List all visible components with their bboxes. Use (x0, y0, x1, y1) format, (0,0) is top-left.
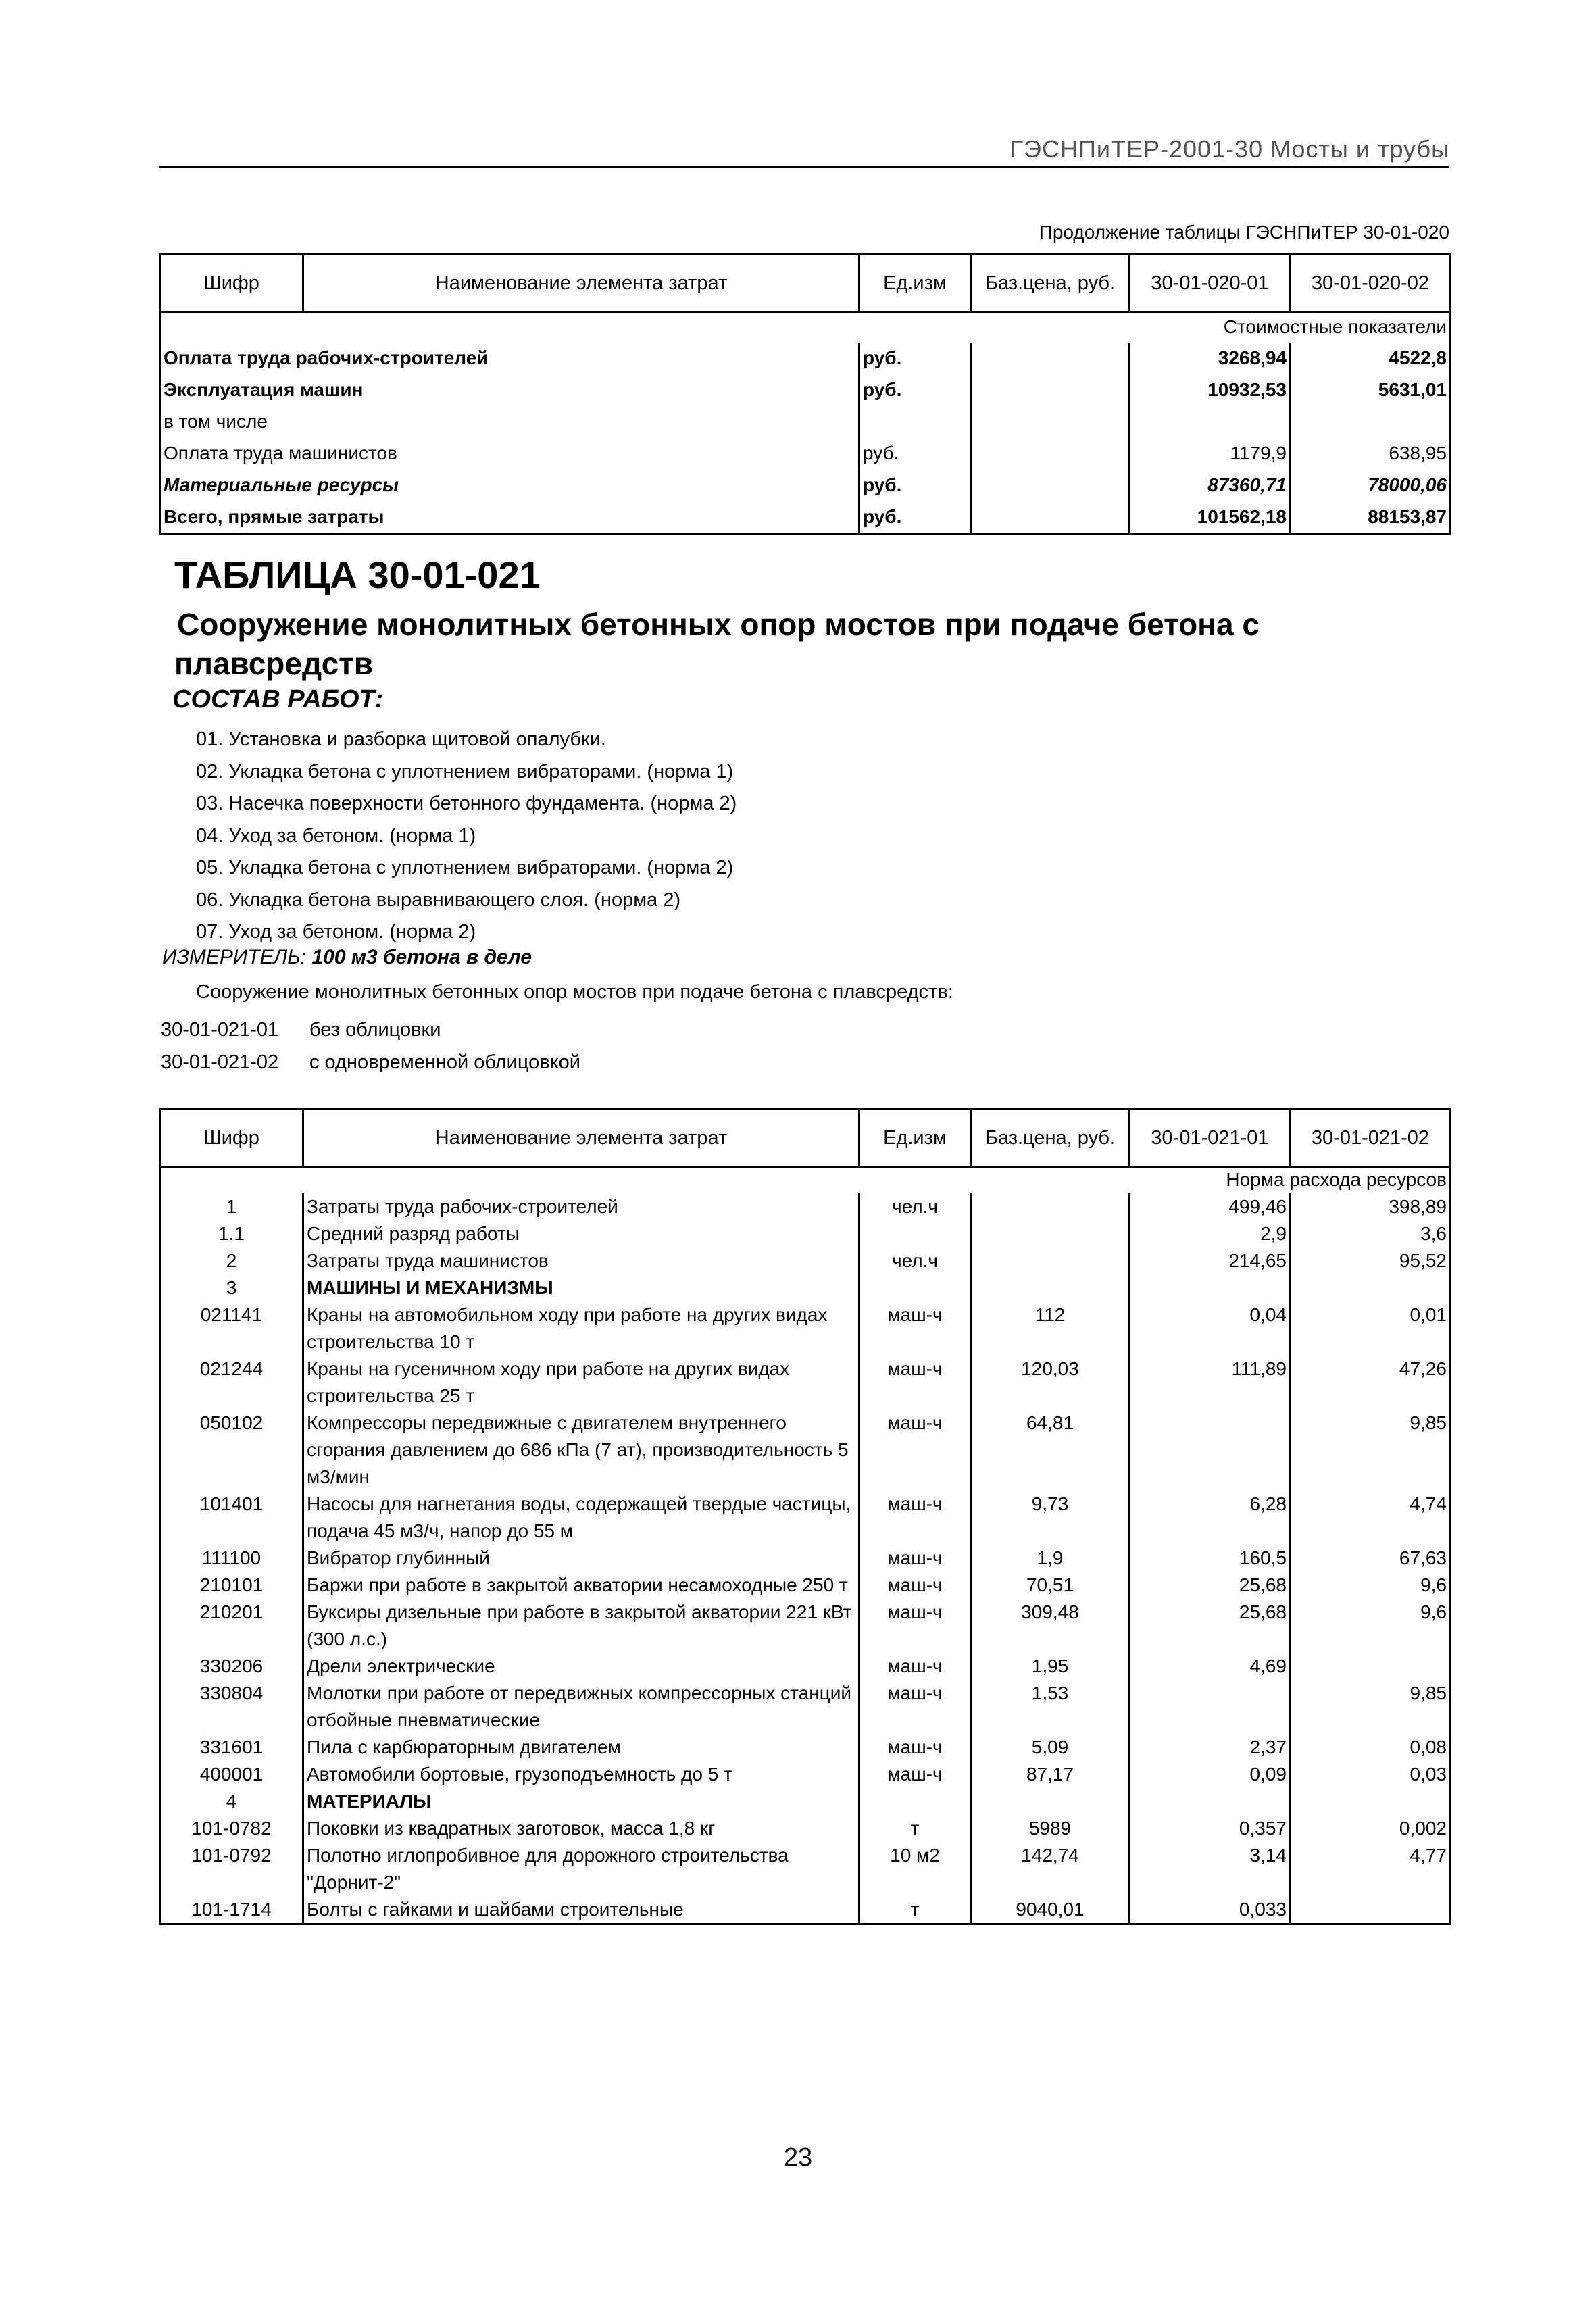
row-code: 021244 (199, 1358, 264, 1379)
variant-text: с одновременной облицовкой (309, 1051, 580, 1073)
row-code: 400001 (199, 1764, 264, 1785)
page-number: 23 (783, 2143, 813, 2172)
table-row (160, 343, 1451, 374)
row-name: Средний разряд работы (303, 1220, 859, 1247)
table-row (160, 470, 1451, 501)
row-unit: маш-ч (859, 1572, 971, 1599)
table-row (160, 438, 1451, 470)
col-header-norm-1: 30-01-021-01 (1130, 1110, 1291, 1167)
row-value-2: 0,01 (1410, 1304, 1447, 1325)
row-price (971, 1193, 1130, 1220)
row-value-2 (1291, 1788, 1451, 1815)
col-header-price: Баз.цена, руб. (971, 1110, 1130, 1167)
row-name: Эксплуатация машин (164, 379, 364, 400)
table-title: ТАБЛИЦА 30-01-021 (174, 553, 541, 596)
row-name: Затраты труда рабочих-строителей (303, 1193, 859, 1220)
row-name: Баржи при работе в закрытой акватории несамоходные 250 т (303, 1572, 859, 1599)
table-subheader: Норма расхода ресурсов (1226, 1169, 1447, 1190)
row-code: 4 (226, 1791, 237, 1812)
row-code: 101-0782 (191, 1818, 272, 1839)
row-name: Болты с гайками и шайбами строительные (303, 1896, 859, 1924)
table-row (160, 1572, 1451, 1599)
row-value-2: 78000,06 (1368, 474, 1447, 495)
row-value-1: 87360,71 (1130, 470, 1291, 501)
table-row (160, 1410, 1451, 1491)
row-unit: т (859, 1815, 971, 1842)
row-code: 330804 (199, 1683, 264, 1703)
row-value-1: 3268,94 (1130, 343, 1291, 374)
row-unit: чел.ч (859, 1193, 971, 1220)
variant-code: 30-01-021-01 (161, 1019, 279, 1041)
row-price: 1,53 (971, 1680, 1130, 1734)
row-value-2 (1291, 1896, 1451, 1924)
row-code: 330206 (199, 1656, 264, 1676)
variant-item (161, 1014, 580, 1046)
table-row (160, 1220, 1451, 1247)
row-price: 5989 (971, 1815, 1130, 1842)
row-unit (859, 1220, 971, 1247)
row-price (971, 1274, 1130, 1301)
row-value-1: 2,9 (1130, 1220, 1291, 1247)
row-code: 2 (226, 1250, 237, 1271)
row-code: 210201 (199, 1601, 264, 1622)
table-row (160, 1274, 1451, 1301)
row-price: 9,73 (971, 1491, 1130, 1545)
row-value-2: 9,85 (1410, 1412, 1447, 1433)
row-value-1: 160,5 (1130, 1545, 1291, 1572)
row-name: в том числе (164, 411, 268, 432)
works-item: 04. Уход за бетоном. (норма 1) (196, 824, 476, 847)
row-value-2: 95,52 (1399, 1250, 1447, 1271)
row-name: Затраты труда машинистов (303, 1247, 859, 1274)
variant-code: 30-01-021-02 (161, 1051, 279, 1073)
row-value-2 (1291, 406, 1451, 438)
row-value-1: 0,09 (1130, 1761, 1291, 1788)
works-item: 01. Установка и разборка щитовой опалубки. (196, 728, 606, 750)
table-row (160, 1734, 1451, 1761)
row-unit: маш-ч (859, 1599, 971, 1653)
meter-value: 100 м3 бетона в деле (311, 946, 532, 968)
row-value-1: 0,033 (1130, 1896, 1291, 1924)
row-value-1: 111,89 (1130, 1355, 1291, 1410)
row-name: Вибратор глубинный (303, 1545, 859, 1572)
row-code: 050102 (199, 1412, 264, 1433)
table-subtitle-line1: Сооружение монолитных бетонных опор мостов при подаче бетона с (177, 607, 1260, 642)
row-value-2: 9,6 (1420, 1601, 1447, 1622)
row-name: Дрели электрические (303, 1653, 859, 1680)
row-value-1: 101562,18 (1130, 501, 1291, 534)
row-code: 101401 (199, 1493, 264, 1514)
table-row (160, 1815, 1451, 1842)
row-name: Всего, прямые затраты (164, 506, 384, 527)
row-value-2: 5631,01 (1378, 379, 1447, 400)
row-price: 64,81 (971, 1410, 1130, 1491)
row-code: 210101 (199, 1574, 264, 1595)
table-subheader: Стоимостные показатели (1223, 316, 1447, 337)
row-unit: руб. (859, 438, 971, 470)
row-unit: руб. (859, 501, 971, 534)
row-value-1: 25,68 (1130, 1572, 1291, 1599)
row-code: 331601 (199, 1737, 264, 1758)
works-item: 07. Уход за бетоном. (норма 2) (196, 921, 476, 943)
col-header-norm-2: 30-01-021-02 (1291, 1110, 1451, 1167)
row-value-1 (1130, 1410, 1291, 1491)
row-unit: маш-ч (859, 1491, 971, 1545)
table-row (160, 1301, 1451, 1355)
row-value-2: 3,6 (1420, 1223, 1447, 1244)
row-unit: маш-ч (859, 1355, 971, 1410)
row-unit: маш-ч (859, 1653, 971, 1680)
row-value-2 (1291, 1653, 1451, 1680)
works-item: 02. Укладка бетона с уплотнением вибраторами. (норма 1) (196, 760, 734, 782)
col-header-code: Шифр (160, 1110, 303, 1167)
row-name: МАТЕРИАЛЫ (303, 1788, 859, 1815)
row-unit: руб. (859, 470, 971, 501)
row-unit: 10 м2 (859, 1842, 971, 1896)
col-header-norm-1: 30-01-020-01 (1130, 255, 1291, 312)
resource-norms-table (159, 1108, 1451, 1925)
col-header-unit: Ед.изм (859, 1110, 971, 1167)
meter-label: ИЗМЕРИТЕЛЬ: (162, 946, 307, 968)
row-unit: руб. (859, 374, 971, 406)
row-value-2: 0,08 (1410, 1737, 1447, 1758)
row-price (971, 470, 1130, 501)
row-unit: маш-ч (859, 1301, 971, 1355)
col-header-name: Наименование элемента затрат (303, 1110, 859, 1167)
row-price (971, 374, 1130, 406)
variants-intro: Сооружение монолитных бетонных опор мостов при подаче бетона с плавсредств: (196, 981, 953, 1003)
table-row (160, 1761, 1451, 1788)
row-value-1: 3,14 (1130, 1842, 1291, 1896)
row-unit: маш-ч (859, 1410, 971, 1491)
row-value-2: 9,85 (1410, 1683, 1447, 1703)
row-name: Поковки из квадратных заготовок, масса 1,8 кг (303, 1815, 859, 1842)
row-unit (859, 1274, 971, 1301)
col-header-code: Шифр (160, 255, 303, 312)
row-value-2: 67,63 (1399, 1547, 1447, 1568)
row-name: Пила с карбюраторным двигателем (303, 1734, 859, 1761)
row-value-1: 0,04 (1130, 1301, 1291, 1355)
row-price: 1,95 (971, 1653, 1130, 1680)
row-price: 5,09 (971, 1734, 1130, 1761)
row-value-2: 398,89 (1389, 1196, 1447, 1217)
row-code: 1 (226, 1196, 237, 1217)
row-unit: маш-ч (859, 1734, 971, 1761)
row-name: Материальные ресурсы (164, 474, 399, 495)
row-value-1: 2,37 (1130, 1734, 1291, 1761)
row-price (971, 438, 1130, 470)
table-row (160, 1545, 1451, 1572)
row-name: МАШИНЫ И МЕХАНИЗМЫ (303, 1274, 859, 1301)
row-value-1: 6,28 (1130, 1491, 1291, 1545)
row-price: 120,03 (971, 1355, 1130, 1410)
row-value-2: 47,26 (1399, 1358, 1447, 1379)
row-name: Оплата труда рабочих-строителей (164, 347, 489, 368)
row-unit: руб. (859, 343, 971, 374)
row-code: 3 (226, 1277, 237, 1298)
row-name: Молотки при работе от передвижных компрессорных станций отбойные пневматические (303, 1680, 859, 1734)
row-value-2: 638,95 (1389, 443, 1447, 464)
row-code: 101-1714 (191, 1899, 272, 1920)
col-header-name: Наименование элемента затрат (303, 255, 859, 312)
row-value-1: 25,68 (1130, 1599, 1291, 1653)
col-header-norm-2: 30-01-020-02 (1291, 255, 1451, 312)
row-price: 87,17 (971, 1761, 1130, 1788)
table-row (160, 1247, 1451, 1274)
row-name: Краны на автомобильном ходу при работе на других видах строительства 10 т (303, 1301, 859, 1355)
row-value-1: 4,69 (1130, 1653, 1291, 1680)
row-value-2 (1291, 1274, 1451, 1301)
running-header: ГЭСНПиТЕР-2001-30 Мосты и трубы (159, 135, 1449, 168)
table-row (160, 1599, 1451, 1653)
row-price (971, 343, 1130, 374)
row-value-1: 499,46 (1130, 1193, 1291, 1220)
row-price (971, 1247, 1130, 1274)
row-name: Полотно иглопробивное для дорожного строительства "Дорнит-2" (303, 1842, 859, 1896)
row-unit (859, 406, 971, 438)
row-price: 112 (971, 1301, 1130, 1355)
works-item: 03. Насечка поверхности бетонного фундамента. (норма 2) (196, 793, 737, 814)
row-value-1 (1130, 1274, 1291, 1301)
row-value-2: 88153,87 (1368, 506, 1447, 527)
table-row (160, 1680, 1451, 1734)
row-value-1 (1130, 1788, 1291, 1815)
row-unit: маш-ч (859, 1680, 971, 1734)
row-value-2: 0,002 (1399, 1818, 1447, 1839)
works-list (196, 724, 737, 949)
row-value-1 (1130, 406, 1291, 438)
row-value-1 (1130, 1680, 1291, 1734)
row-name: Автомобили бортовые, грузоподъемность до 5 т (303, 1761, 859, 1788)
row-name: Буксиры дизельные при работе в закрытой акватории 221 кВт (300 л.с.) (303, 1599, 859, 1653)
col-header-price: Баз.цена, руб. (971, 255, 1130, 312)
row-price (971, 1220, 1130, 1247)
row-price (971, 406, 1130, 438)
row-value-2: 4522,8 (1389, 347, 1447, 368)
table-row (160, 1653, 1451, 1680)
table-row (160, 374, 1451, 406)
works-item: 05. Укладка бетона с уплотнением вибраторами. (норма 2) (196, 857, 734, 878)
row-name: Насосы для нагнетания воды, содержащей твердые частицы, подача 45 м3/ч, напор до 55 м (303, 1491, 859, 1545)
variants-list (161, 1014, 580, 1078)
row-code: 1.1 (218, 1223, 245, 1244)
row-unit (859, 1788, 971, 1815)
row-code: 111100 (201, 1547, 261, 1568)
table-row (160, 1788, 1451, 1815)
col-header-unit: Ед.изм (859, 255, 971, 312)
row-value-1: 0,357 (1130, 1815, 1291, 1842)
row-price (971, 1788, 1130, 1815)
variant-item (161, 1046, 580, 1078)
table-row (160, 1896, 1451, 1924)
row-unit: маш-ч (859, 1761, 971, 1788)
row-price: 142,74 (971, 1842, 1130, 1896)
row-code: 021141 (200, 1304, 263, 1325)
row-price: 309,48 (971, 1599, 1130, 1653)
row-value-2: 0,03 (1410, 1764, 1447, 1785)
table-row (160, 1491, 1451, 1545)
row-price (971, 501, 1130, 534)
row-value-2: 9,6 (1420, 1574, 1447, 1595)
row-value-2: 4,74 (1410, 1493, 1447, 1514)
row-unit: маш-ч (859, 1545, 971, 1572)
variant-text: без облицовки (309, 1019, 441, 1041)
table-row (160, 1355, 1451, 1410)
row-value-1: 10932,53 (1130, 374, 1291, 406)
works-heading: СОСТАВ РАБОТ: (172, 685, 384, 714)
row-name: Краны на гусеничном ходу при работе на других видах строительства 25 т (303, 1355, 859, 1410)
table-continuation-caption: Продолжение таблицы ГЭСНПиТЕР 30-01-020 (1039, 222, 1449, 243)
row-unit: чел.ч (859, 1247, 971, 1274)
row-value-2: 4,77 (1410, 1845, 1447, 1866)
row-value-1: 214,65 (1130, 1247, 1291, 1274)
table-subtitle (174, 605, 1418, 683)
table-row (160, 1842, 1451, 1896)
table-row (160, 1193, 1451, 1220)
row-price: 1,9 (971, 1545, 1130, 1572)
row-code: 101-0792 (191, 1845, 272, 1866)
meter-line (162, 946, 532, 969)
row-unit: т (859, 1896, 971, 1924)
row-value-1: 1179,9 (1130, 438, 1291, 470)
cost-indicators-table (159, 253, 1451, 535)
row-name: Компрессоры передвижные с двигателем внутреннего сгорания давлением до 686 кПа (7 ат), производительность 5 м3/мин (303, 1410, 859, 1491)
works-item: 06. Укладка бетона выравнивающего слоя. (норма 2) (196, 889, 681, 911)
table-row (160, 501, 1451, 534)
table-row (160, 406, 1451, 438)
row-price: 70,51 (971, 1572, 1130, 1599)
row-name: Оплата труда машинистов (164, 443, 397, 464)
table-subtitle-line2: плавсредств (174, 646, 373, 681)
row-price: 9040,01 (971, 1896, 1130, 1924)
